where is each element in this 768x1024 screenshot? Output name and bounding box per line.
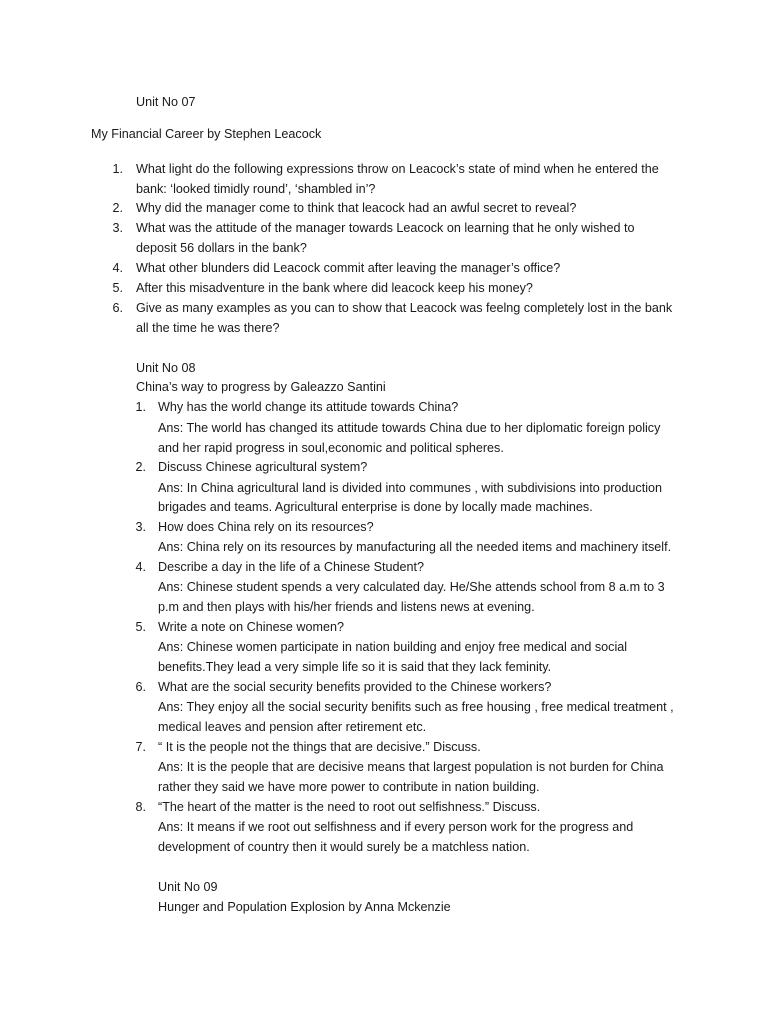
list-item-text: development of country then it would surely be a matchless nation. [158, 840, 530, 854]
unit-8-title: China’s way to progress by Galeazzo Santini [136, 380, 386, 394]
list-number: 4. [135, 560, 146, 574]
list-item-text: Ans: It is the people that are decisive means that largest population is not burden for China [158, 760, 664, 774]
list-item-text: Write a note on Chinese women? [158, 620, 344, 634]
list-item-text: all the time he was there? [136, 321, 280, 335]
list-item-text: “The heart of the matter is the need to root out selfishness.” Discuss. [158, 800, 541, 814]
list-item-text: What are the social security benefits provided to the Chinese workers? [158, 680, 552, 694]
unit-8-heading: Unit No 08 [136, 361, 196, 375]
list-item-text: Ans: The world has changed its attitude towards China due to her diplomatic foreign policy [158, 421, 661, 435]
list-item-text: Discuss Chinese agricultural system? [158, 460, 368, 474]
list-item-text: deposit 56 dollars in the bank? [136, 241, 307, 255]
list-item-text: “ It is the people not the things that are decisive.” Discuss. [158, 740, 481, 754]
list-item-text: Ans: It means if we root out selfishness and if every person work for the progress and [158, 820, 634, 834]
list-number: 6. [112, 301, 123, 315]
unit-9-title: Hunger and Population Explosion by Anna Mckenzie [158, 900, 451, 914]
list-item-text: Give as many examples as you can to show that Leacock was feelng completely lost in the bank [136, 301, 673, 315]
list-item-text: Ans: In China agricultural land is divided into communes , with subdivisions into production [158, 481, 663, 495]
list-item-text: p.m and then plays with his/her friends and listens news at evening. [158, 600, 535, 614]
list-item-text: What was the attitude of the manager towards Leacock on learning that he only wished to [136, 221, 635, 235]
unit-7-heading: Unit No 07 [136, 95, 196, 109]
list-number: 1. [112, 162, 123, 176]
list-number: 2. [112, 201, 123, 215]
list-item-text: brigades and teams. Agricultural enterprise is done by locally made machines. [158, 500, 593, 514]
list-item-text: Ans: Chinese student spends a very calculated day. He/She attends school from 8 a.m to 3 [158, 580, 665, 594]
list-item-text: Describe a day in the life of a Chinese Student? [158, 560, 425, 574]
list-number: 4. [112, 261, 123, 275]
list-number: 7. [135, 740, 146, 754]
list-number: 2. [135, 460, 146, 474]
list-item-text: After this misadventure in the bank where did leacock keep his money? [136, 281, 533, 295]
list-item-text: benefits.They lead a very simple life so it is said that they lack feminity. [158, 660, 552, 674]
unit-9-heading: Unit No 09 [158, 880, 218, 894]
list-item-text: and her rapid progress in soul,economic and political spheres. [158, 441, 504, 455]
list-number: 3. [135, 520, 146, 534]
unit-7-title: My Financial Career by Stephen Leacock [91, 127, 322, 141]
list-number: 8. [135, 800, 146, 814]
list-item-text: Ans: China rely on its resources by manufacturing all the needed items and machinery itself. [158, 540, 672, 554]
list-item-text: Why did the manager come to think that leacock had an awful secret to reveal? [136, 201, 577, 215]
list-item-text: bank: ‘looked timidly round’, ‘shambled in’? [136, 182, 376, 196]
list-number: 1. [135, 400, 146, 414]
list-number: 5. [135, 620, 146, 634]
list-item-text: medical leaves and pension after retirement etc. [158, 720, 427, 734]
list-number: 5. [112, 281, 123, 295]
list-item-text: Ans: Chinese women participate in nation building and enjoy free medical and social [158, 640, 628, 654]
list-item-text: rather they said we have more power to contribute in nation building. [158, 780, 540, 794]
list-item-text: Ans: They enjoy all the social security benifits such as free housing , free medical treatment , [158, 700, 674, 714]
list-item-text: How does China rely on its resources? [158, 520, 374, 534]
list-number: 3. [112, 221, 123, 235]
list-number: 6. [135, 680, 146, 694]
list-item-text: What light do the following expressions throw on Leacock’s state of mind when he entered the [136, 162, 659, 176]
list-item-text: Why has the world change its attitude towards China? [158, 400, 459, 414]
list-item-text: What other blunders did Leacock commit after leaving the manager’s office? [136, 261, 561, 275]
